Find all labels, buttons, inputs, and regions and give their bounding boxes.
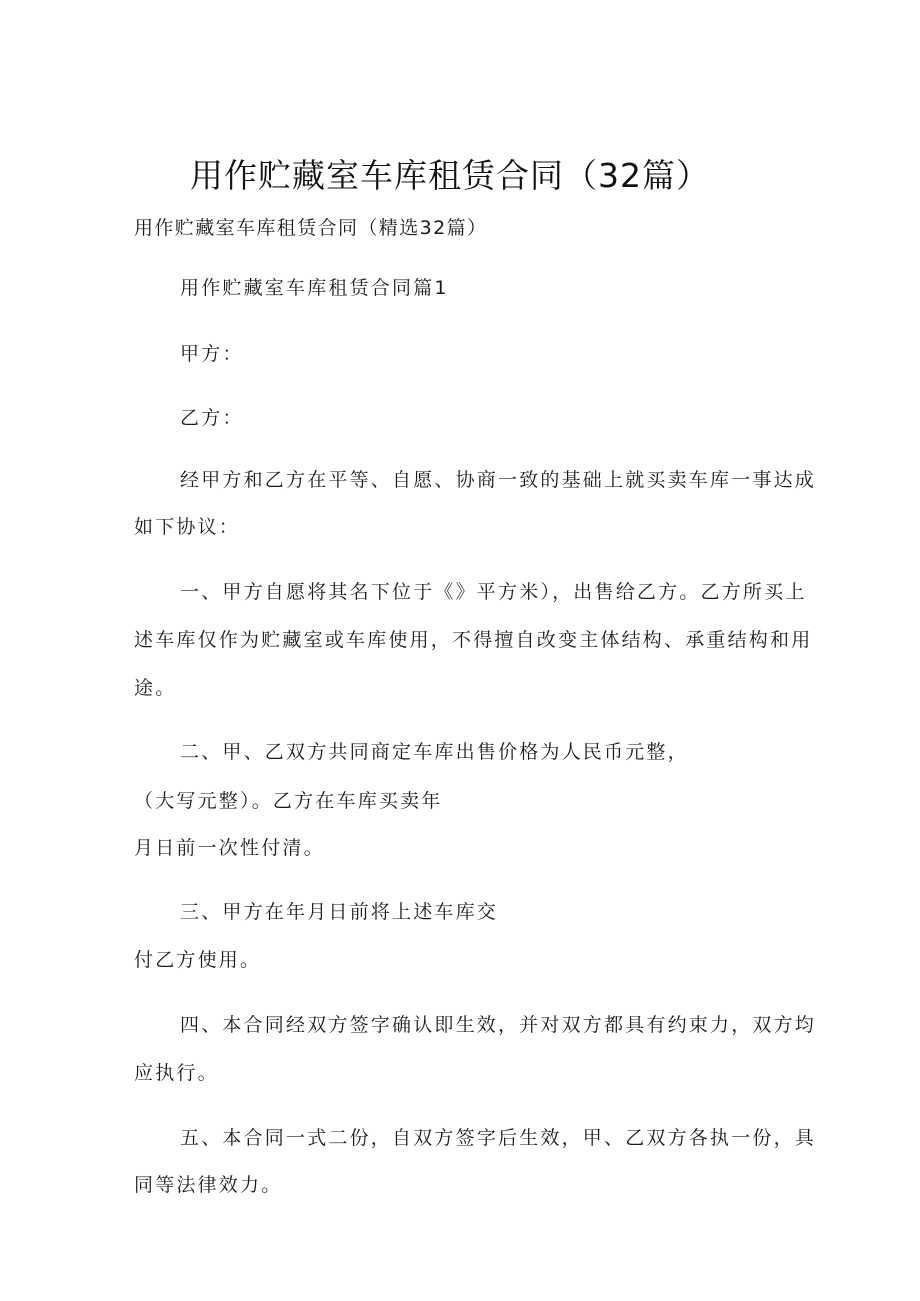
section-heading: 用作贮藏室车库租赁合同篇1 bbox=[180, 277, 449, 299]
clause4-line-1: 四、本合同经双方签字确认即生效，并对双方都具有约束力，双方均 bbox=[180, 1014, 817, 1036]
intro-line-1: 经甲方和乙方在平等、自愿、协商一致的基础上就买卖车库一事达成 bbox=[180, 469, 817, 491]
clause1-line-3: 途。 bbox=[134, 677, 177, 699]
clause5-line-1: 五、本合同一式二份，自双方签字后生效，甲、乙双方各执一份，具 bbox=[180, 1127, 817, 1149]
clause3-line-2: 付乙方使用。 bbox=[134, 949, 262, 971]
clause3-line-1: 三、甲方在年月日前将上述车库交 bbox=[180, 901, 499, 923]
party-b-label: 乙方： bbox=[180, 407, 244, 429]
clause2-line-2: （大写元整）。乙方在车库买卖年 bbox=[134, 790, 443, 812]
document-subtitle: 用作贮藏室车库租赁合同（精选32篇） bbox=[134, 217, 488, 239]
document-title: 用作贮藏室车库租赁合同（32篇） bbox=[190, 156, 710, 195]
clause4-line-2: 应执行。 bbox=[134, 1062, 219, 1084]
clause5-line-2: 同等法律效力。 bbox=[134, 1174, 283, 1196]
clause1-line-2: 述车库仅作为贮藏室或车库使用，不得擅自改变主体结构、承重结构和用 bbox=[134, 629, 813, 651]
clause2-line-1: 二、甲、乙双方共同商定车库出售价格为人民币元整， bbox=[180, 741, 689, 763]
party-a-label: 甲方： bbox=[180, 343, 244, 365]
intro-line-2: 如下协议： bbox=[134, 516, 241, 538]
clause2-line-3: 月日前一次性付清。 bbox=[134, 837, 325, 859]
clause1-line-1: 一、甲方自愿将其名下位于《》平方米），出售给乙方。乙方所买上 bbox=[180, 581, 807, 603]
